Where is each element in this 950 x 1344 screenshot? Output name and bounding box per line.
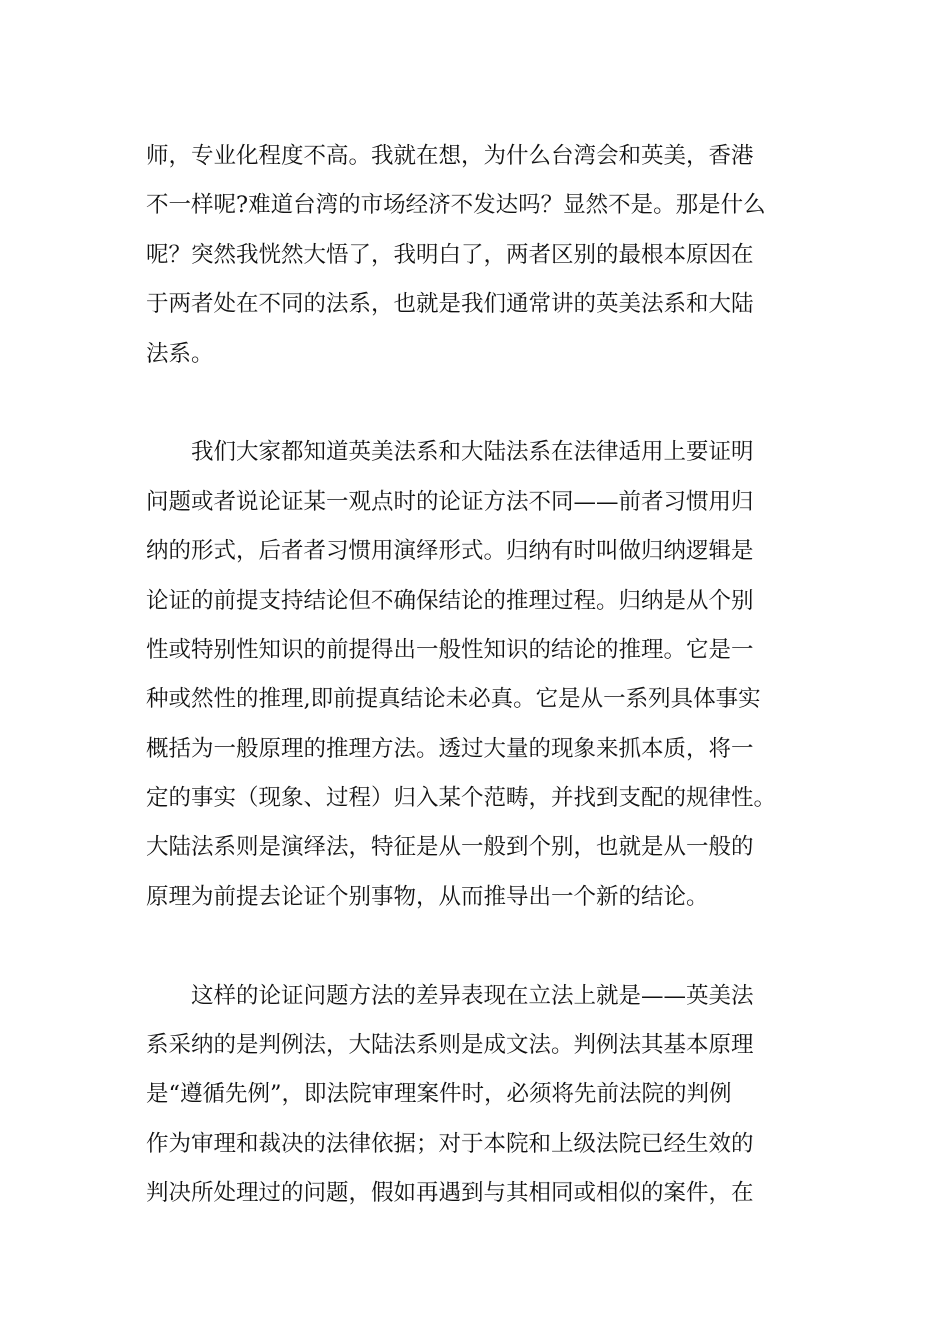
paragraph-2-line-9: 大陆法系则是演绎法，特征是从一般到个别，也就是从一般的	[146, 834, 754, 861]
paragraph-3-line-2: 系采纳的是判例法，大陆法系则是成文法。判例法其基本原理	[146, 1032, 754, 1059]
paragraph-2-line-8: 定的事实（现象、过程）归入某个范畴，并找到支配的规律性。	[146, 785, 777, 812]
paragraph-2-line-1: 我们大家都知道英美法系和大陆法系在法律适用上要证明	[191, 439, 754, 466]
paragraph-2-line-5: 性或特别性知识的前提得出一般性知识的结论的推理。它是一	[146, 636, 754, 663]
paragraph-3-line-1: 这样的论证问题方法的差异表现在立法上就是——英美法	[191, 982, 754, 1009]
paragraph-1-line-4: 于两者处在不同的法系，也就是我们通常讲的英美法系和大陆	[146, 291, 754, 318]
paragraph-3-line-5: 判决所处理过的问题，假如再遇到与其相同或相似的案件，在	[146, 1180, 754, 1207]
paragraph-3-line-4: 作为审理和裁决的法律依据；对于本院和上级法院已经生效的	[146, 1130, 754, 1157]
paragraph-2-line-3: 纳的形式，后者者习惯用演绎形式。归纳有时叫做归纳逻辑是	[146, 538, 754, 565]
paragraph-3-line-3: 是“遵循先例”，即法院审理案件时，必须将先前法院的判例	[146, 1081, 732, 1108]
paragraph-2-line-6: 种或然性的推理,即前提真结论未必真。它是从一系列具体事实	[146, 686, 761, 713]
paragraph-1-line-3: 呢？突然我恍然大悟了，我明白了，两者区别的最根本原因在	[146, 241, 754, 268]
paragraph-spacer	[146, 379, 818, 428]
paragraph-3	[146, 972, 818, 1219]
paragraph-2	[146, 428, 818, 922]
paragraph-1	[146, 132, 818, 379]
paragraph-1-line-2: 不一样呢?难道台湾的市场经济不发达吗？显然不是。那是什么	[146, 192, 766, 219]
paragraph-2-line-10: 原理为前提去论证个别事物，从而推导出一个新的结论。	[146, 883, 709, 910]
paragraph-1-line-1: 师，专业化程度不高。我就在想，为什么台湾会和英美，香港	[146, 143, 754, 169]
paragraph-2-line-7: 概括为一般原理的推理方法。透过大量的现象来抓本质，将一	[146, 735, 754, 762]
body-text	[146, 132, 818, 1219]
paragraph-1-line-5: 法系。	[146, 340, 214, 367]
paragraph-2-line-4: 论证的前提支持结论但不确保结论的推理过程。归纳是从个别	[146, 587, 754, 614]
paragraph-2-line-2: 问题或者说论证某一观点时的论证方法不同——前者习惯用归	[146, 488, 754, 515]
paragraph-spacer	[146, 922, 818, 971]
